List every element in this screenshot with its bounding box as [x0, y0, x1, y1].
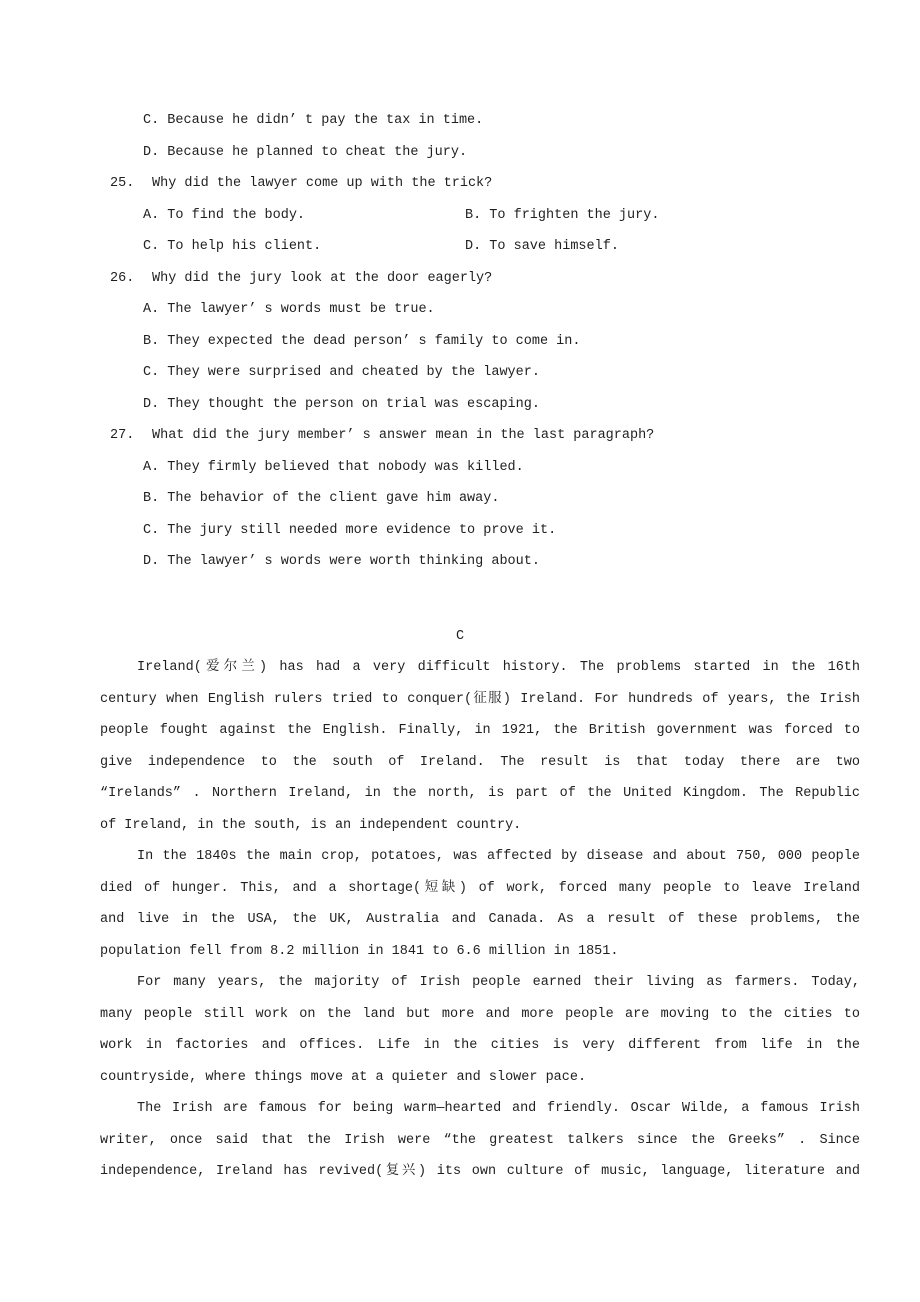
- passage-line: “Irelands” . Northern Ireland, in the north, is part of the United Kingdom. The Republic: [100, 786, 860, 801]
- passage-line: Ireland(爱尔兰) has had a very difficult history. The problems started in the 16th: [137, 660, 860, 675]
- option-line: D. They thought the person on trial was escaping.: [143, 396, 540, 412]
- passage-line: and live in the USA, the UK, Australia and Canada. As a result of these problems, the: [100, 912, 860, 927]
- option-line: A. They firmly believed that nobody was killed.: [143, 459, 524, 475]
- questions-block: [110, 105, 920, 578]
- passage-paragraph: [100, 652, 860, 841]
- question-text: Why did the lawyer come up with the trick?: [152, 176, 493, 191]
- option-line: C. They were surprised and cheated by the lawyer.: [143, 365, 540, 380]
- question-text: What did the jury member’ s answer mean in the last paragraph?: [152, 428, 655, 443]
- passage-paragraph: [100, 967, 860, 1093]
- passage-line: people fought against the English. Finally, in 1921, the British government was forced to: [100, 723, 860, 738]
- passage-line: population fell from 8.2 million in 1841 to 6.6 million in 1851.: [100, 943, 619, 959]
- passage-line: countryside, where things move at a quieter and slower pace.: [100, 1069, 587, 1085]
- options-row: [110, 200, 920, 232]
- passage-paragraph: [100, 1093, 860, 1188]
- passage-line: In the 1840s the main crop, potatoes, was affected by disease and about 750, 000 people: [137, 849, 860, 864]
- passage-paragraph: [100, 841, 860, 967]
- question-line: [110, 263, 920, 295]
- option-line: C. Because he didn’ t pay the tax in time.: [143, 113, 484, 128]
- passage-line: century when English rulers tried to conquer(征服) Ireland. For hundreds of years, the Irish: [100, 691, 860, 707]
- question-number: 25.: [110, 176, 135, 191]
- option-line: D. Because he planned to cheat the jury.: [143, 144, 468, 160]
- question-line: [110, 168, 920, 200]
- option-a: A. To find the body.: [143, 207, 306, 223]
- option-line: A. The lawyer’ s words must be true.: [143, 302, 435, 317]
- passage-line: writer, once said that the Irish were “the greatest talkers since the Greeks” . Since: [100, 1132, 860, 1148]
- passage-line: many people still work on the land but more and more people are moving to the cities to: [100, 1006, 860, 1022]
- option-b: D. To save himself.: [465, 239, 619, 254]
- options-row: [110, 231, 920, 263]
- passage-line: For many years, the majority of Irish people earned their living as farmers. Today,: [137, 975, 860, 990]
- option-line: D. The lawyer’ s words were worth thinking about.: [143, 554, 540, 569]
- option-b: B. To frighten the jury.: [465, 207, 660, 223]
- passage-line: independence, Ireland has revived(复兴) its own culture of music, language, literature and: [100, 1164, 860, 1179]
- passage-line: give independence to the south of Ireland. The result is that today there are two: [100, 754, 860, 770]
- option-line: B. The behavior of the client gave him away.: [143, 491, 500, 506]
- option-line: C. The jury still needed more evidence to prove it.: [143, 522, 557, 538]
- question-number: 26.: [110, 270, 135, 286]
- passage-line: of Ireland, in the south, is an independent country.: [100, 817, 522, 833]
- passage-block: [100, 652, 860, 1188]
- question-line: [110, 420, 920, 452]
- passage-line: died of hunger. This, and a shortage(短缺) of work, forced many people to leave Ireland: [100, 880, 860, 896]
- question-text: Why did the jury look at the door eagerly?: [152, 270, 493, 286]
- question-number: 27.: [110, 428, 135, 443]
- passage-line: work in factories and offices. Life in the cities is very different from life in the: [100, 1038, 860, 1053]
- passage-line: The Irish are famous for being warm—hearted and friendly. Oscar Wilde, a famous Irish: [137, 1101, 860, 1116]
- option-line: B. They expected the dead person’ s family to come in.: [143, 333, 581, 349]
- section-header: C: [455, 629, 465, 644]
- option-a: C. To help his client.: [143, 239, 322, 254]
